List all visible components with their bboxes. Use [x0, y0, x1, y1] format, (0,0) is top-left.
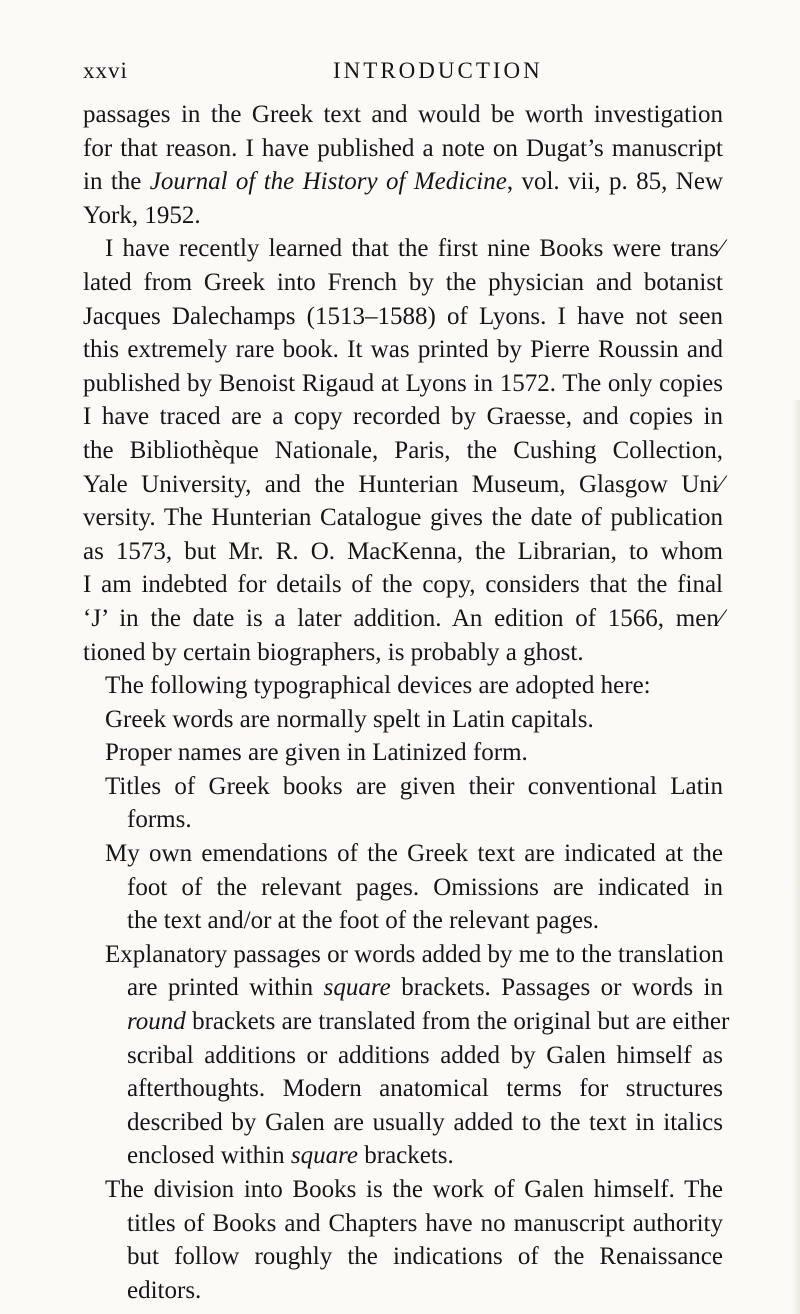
paragraph [83, 232, 723, 669]
text-line: The division into Books is the work of Galen himself. The [105, 1176, 723, 1203]
paragraph [83, 703, 723, 737]
text-line: I have recently learned that the first nine Books were trans⁄ [105, 235, 723, 263]
text-line: lated from Greek into French by the physician and botanist [83, 268, 723, 296]
text-line: this extremely rare book. It was printed by Pierre Roussin and [83, 336, 723, 364]
paragraph [83, 837, 723, 938]
paragraph [83, 938, 730, 1173]
running-title: INTRODUCTION [333, 58, 543, 83]
paragraph [83, 98, 723, 232]
text-line: afterthoughts. Modern anatomical terms for structures [127, 1075, 723, 1103]
text-line: ‘J’ in the date is a later addition. An edition of 1566, men⁄ [83, 604, 723, 632]
text-line: York, 1952. [83, 201, 201, 229]
text-line: passages in the Greek text and would be worth investigation [83, 101, 723, 128]
paragraph [83, 669, 723, 703]
page-edge-shadow [792, 400, 800, 1314]
text-line: scribal additions or additions added by Galen himself as [127, 1041, 723, 1069]
text-line: Titles of Greek books are given their conventional Latin [105, 772, 723, 800]
running-head [83, 58, 723, 94]
text-line: for that reason. I have published a note on Dugat’s manuscript [83, 134, 723, 162]
text-line: My own emendations of the Greek text are indicated at the [105, 840, 723, 868]
text-line: the text and/or at the foot of the relevant pages. [127, 907, 600, 935]
text-line: tioned by certain biographers, is probably a ghost. [83, 638, 584, 666]
paragraph [83, 736, 723, 770]
text-line: I am indebted for details of the copy, considers that the final [83, 571, 723, 599]
text-line: published by Benoist Rigaud at Lyons in 1572. The only copies [83, 369, 723, 397]
text-line: titles of Books and Chapters have no manuscript authority [127, 1209, 723, 1237]
text-line: Explanatory passages or words added by me to the translation [105, 940, 724, 968]
text-line: Greek words are normally spelt in Latin capitals. [105, 705, 594, 733]
paragraph [83, 1173, 723, 1307]
text-line: versity. The Hunterian Catalogue gives the date of publication [83, 504, 723, 532]
text-line: enclosed within square brackets. [127, 1142, 454, 1170]
text-line: Yale University, and the Hunterian Museum, Glasgow Uni⁄ [83, 470, 723, 498]
text-line: foot of the relevant pages. Omissions are indicated in [127, 873, 723, 901]
text-line: are printed within square brackets. Passages or words in [127, 974, 723, 1002]
page-number: xxvi [83, 58, 128, 83]
text-line: described by Galen are usually added to the text in italics [127, 1108, 723, 1136]
body-text [83, 98, 730, 1307]
text-line: I have traced are a copy recorded by Graesse, and copies in [83, 403, 723, 431]
text-line: the Bibliothèque Nationale, Paris, the Cushing Collection, [83, 436, 723, 464]
text-line: Proper names are given in Latinized form. [105, 739, 528, 767]
text-line: but follow roughly the indications of the Renaissance [127, 1243, 723, 1271]
text-line: Jacques Dalechamps (1513–1588) of Lyons. I have not seen [83, 302, 723, 330]
text-line: as 1573, but Mr. R. O. MacKenna, the Librarian, to whom [83, 537, 723, 565]
text-line: editors. [127, 1276, 202, 1304]
text-line: round brackets are translated from the original but are either [127, 1008, 730, 1036]
text-line: forms. [127, 806, 192, 834]
text-line: in the Journal of the History of Medicine, vol. vii, p. 85, New [83, 168, 724, 196]
paragraph [83, 770, 723, 837]
text-line: The following typographical devices are adopted here: [105, 672, 651, 700]
